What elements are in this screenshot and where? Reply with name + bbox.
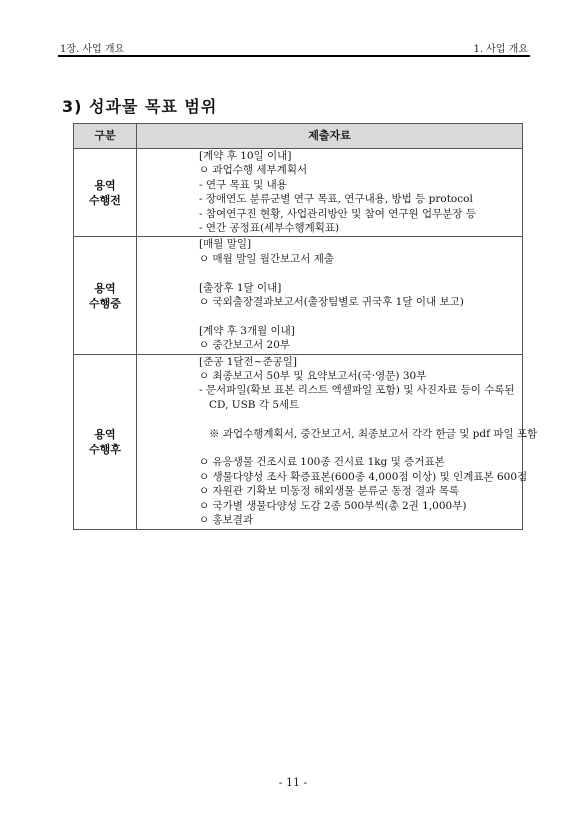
item-line: [매월 말일] — [199, 238, 252, 251]
spacer — [199, 309, 518, 323]
item-line: - 연간 공정표(세부수행계획표) — [199, 222, 340, 235]
item-line: ㅇ 국가별 생물다양성 도감 2종 500부씩(총 2권 1,000부) — [199, 499, 467, 512]
phase-label: 수행중 — [89, 296, 121, 310]
item-line: ㅇ 최종보고서 50부 및 요약보고서(국·영문) 30부 — [199, 370, 427, 383]
page-number: - 11 - — [278, 776, 308, 789]
table-row-before — [74, 149, 523, 237]
column-header-category: 구분 — [74, 124, 137, 149]
phase-cell — [74, 237, 137, 354]
deliverables-cell — [137, 354, 538, 529]
item-line: [출장후 1달 이내] — [199, 281, 282, 294]
item-line: ㅇ 홍보결과 — [199, 514, 254, 527]
item-line: ㅇ 과업수행 세부계획서 — [199, 164, 308, 177]
phase-label: 수행전 — [89, 193, 121, 207]
item-line: ㅇ 중간보고서 20부 — [199, 339, 291, 352]
item-line: [계약 후 3개월 이내] — [199, 324, 295, 337]
note-line: ※ 과업수행계획서, 중간보고서, 최종보고서 각각 한글 및 pdf 파일 포함 — [209, 427, 538, 440]
item-line: - 문서파일(확보 표본 리스트 엑셀파일 포함) 및 사진자료 등이 수록된 CD, USB 각 5세트 — [199, 384, 515, 411]
phase-cell — [74, 149, 137, 237]
deliverables-cell — [137, 149, 523, 237]
table-row-after — [74, 354, 523, 529]
spacer — [199, 266, 518, 280]
phase-label: 용역 — [94, 178, 116, 192]
item-line: - 참여연구진 현황, 사업관리방안 및 참여 연구원 업무분장 등 — [199, 207, 477, 220]
table-row-during — [74, 237, 523, 354]
deliverables-cell — [137, 237, 523, 354]
item-line: [계약 후 10일 이내] — [199, 150, 292, 162]
running-header-section: 1. 사업 개요 — [473, 44, 528, 55]
table-header-row — [74, 124, 523, 149]
item-line: ㅇ 자원관 기확보 미동정 해외생물 분류군 동정 결과 목록 — [199, 485, 459, 498]
header-rule — [58, 55, 530, 57]
item-line: - 장애연도 분류군별 연구 목표, 연구내용, 방법 등 protocol — [199, 193, 473, 206]
phase-label: 용역 — [94, 281, 116, 295]
spacer — [199, 441, 518, 455]
running-header-chapter: 1장. 사업 개요 — [60, 44, 125, 55]
section-title: 3) 성과물 목표 범위 — [62, 97, 218, 116]
column-header-deliverables: 제출자료 — [137, 124, 523, 149]
item-line: ㅇ 매월 말일 월간보고서 제출 — [199, 252, 335, 265]
item-line: ㅇ 생물다양성 조사 확증표본(600종 4,000점 이상) 및 인계표본 600점 — [199, 470, 528, 483]
item-line: - 연구 목표 및 내용 — [199, 178, 287, 191]
item-line: [준공 1달전~준공일] — [199, 355, 298, 368]
spacer — [199, 412, 518, 426]
deliverables-table — [73, 123, 538, 530]
item-line: ㅇ 유응생물 건조시료 100종 건시료 1kg 및 증거표본 — [199, 456, 445, 469]
phase-cell — [74, 354, 137, 529]
phase-label: 용역 — [94, 427, 116, 441]
phase-label: 수행후 — [89, 442, 121, 456]
item-line: ㅇ 국외출장결과보고서(출장팀별로 귀국후 1달 이내 보고) — [199, 296, 464, 309]
